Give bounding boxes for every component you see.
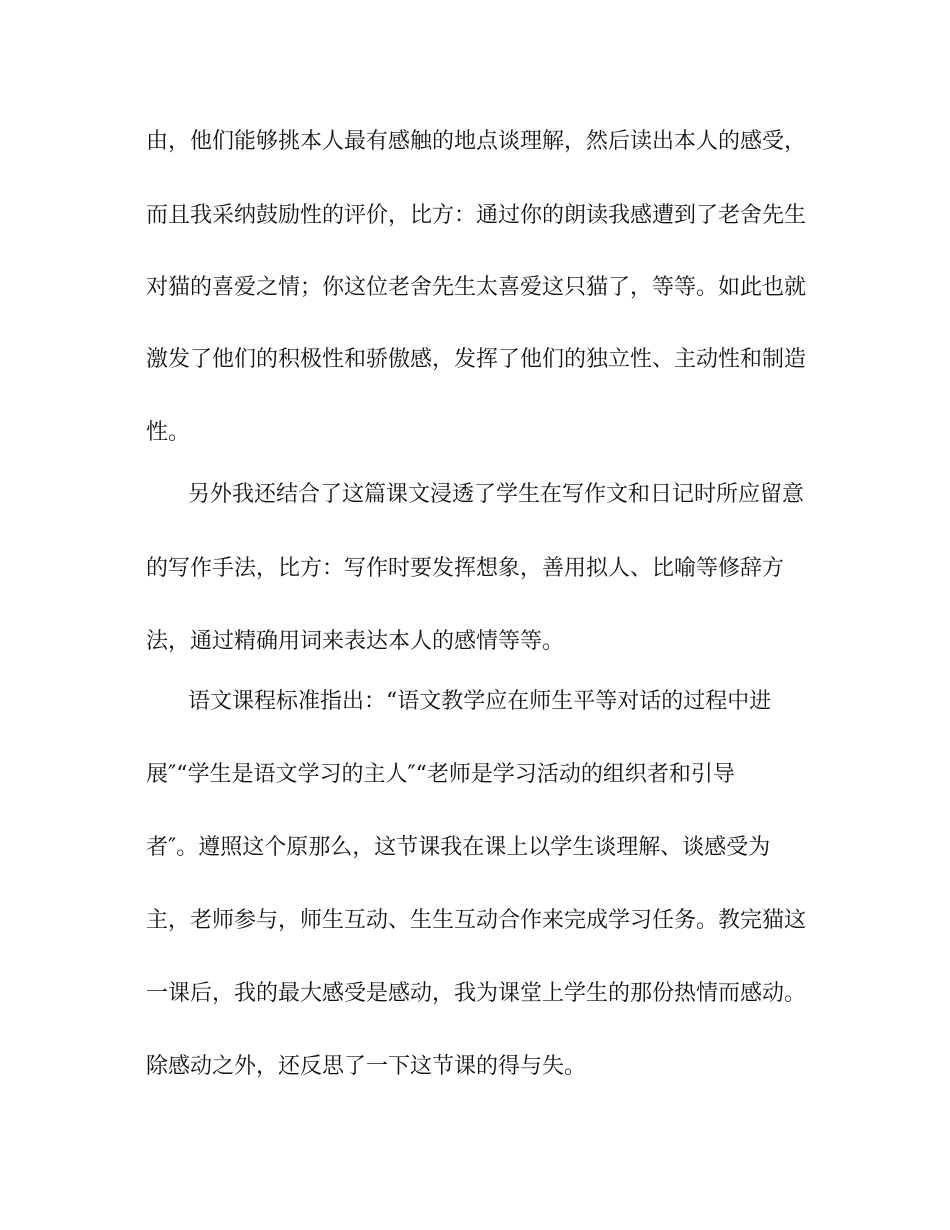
paragraph-3-line-3: 者″。遵照这个原那么，这节课我在课上以学生谈理解、谈感受为 <box>146 835 771 860</box>
paragraph-3-line-2: 展″“学生是语文学习的主人″“老师是学习活动的组织者和引导 <box>146 762 735 787</box>
paragraph-3-line-1: 语文课程标准指出：“语文教学应在师生平等对话的过程中进 <box>188 689 772 714</box>
paragraph-1-line-5: 性。 <box>146 420 191 445</box>
paragraph-3-line-5: 一课后，我的最大感受是感动，我为课堂上学生的那份热情而感动。 <box>146 981 807 1006</box>
paragraph-3-line-4: 主，老师参与，师生互动、生生互动合作来完成学习任务。教完猫这 <box>146 908 807 933</box>
paragraph-2-line-2: 的写作手法，比方：写作时要发挥想象，善用拟人、比喻等修辞方 <box>146 556 785 581</box>
paragraph-1-line-3: 对猫的喜爱之情；你这位老舍先生太喜爱这只猫了，等等。如此也就 <box>146 275 807 300</box>
paragraph-3-line-6: 除感动之外，还反思了一下这节课的得与失。 <box>146 1054 587 1079</box>
paragraph-2-line-3: 法，通过精确用词来表达本人的感情等等。 <box>146 629 565 654</box>
paragraph-1-line-4: 激发了他们的积极性和骄傲感，发挥了他们的独立性、主动性和制造 <box>146 347 807 372</box>
paragraph-1-line-2: 而且我采纳鼓励性的评价，比方：通过你的朗读我感遭到了老舍先生 <box>146 203 807 228</box>
paragraph-2-line-1: 另外我还结合了这篇课文浸透了学生在写作文和日记时所应留意 <box>188 482 805 507</box>
paragraph-1-line-1: 由，他们能够挑本人最有感触的地点谈理解，然后读出本人的感受， <box>146 129 807 154</box>
